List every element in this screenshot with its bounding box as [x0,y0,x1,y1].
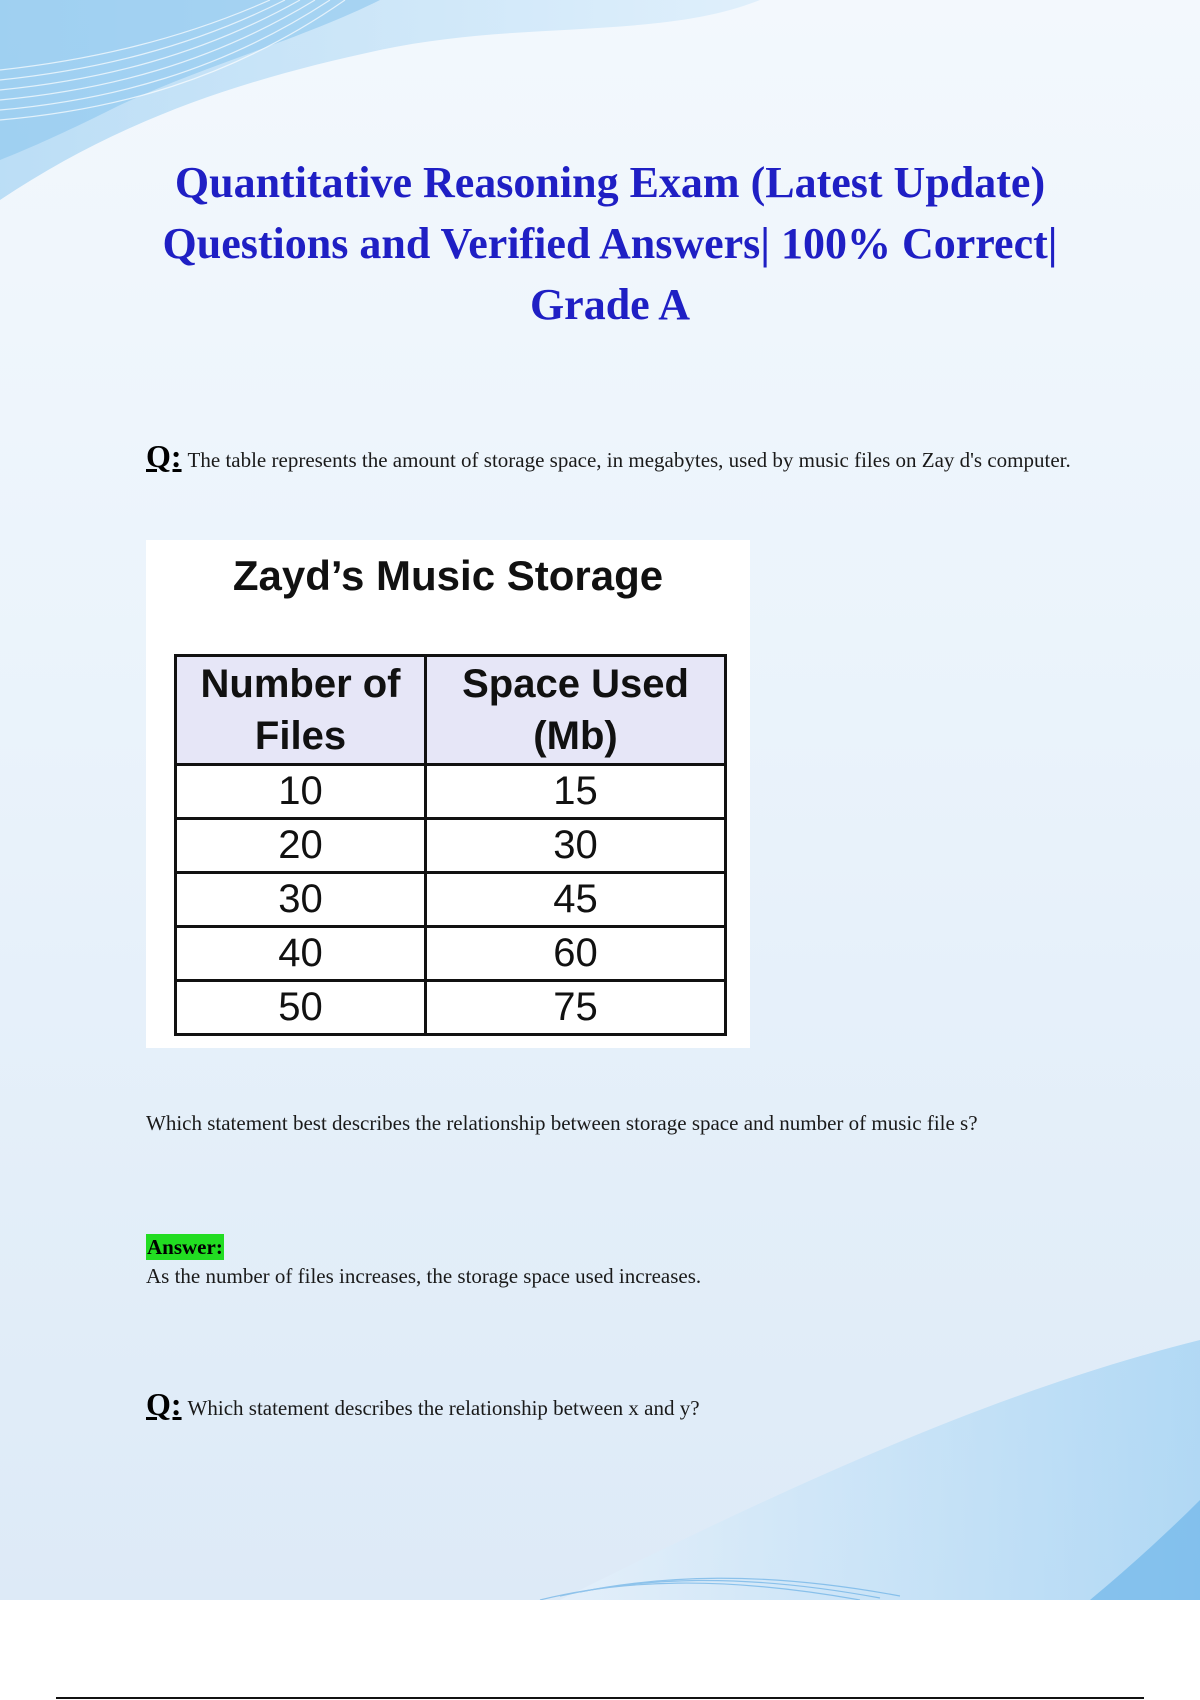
answer-text: As the number of files increases, the storage space used increases. [146,1264,702,1288]
question-1-text: The table represents the amount of storage space, in megabytes, used by music files on Zay d's computer. [187,448,1071,472]
files-cell: 10 [176,765,426,819]
table-row [176,927,726,981]
files-cell: 20 [176,819,426,873]
storage-table-figure [146,540,750,1048]
space-cell: 30 [426,819,726,873]
table-title: Zayd’s Music Storage [232,552,664,599]
answer-label: Answer: [147,1235,223,1259]
footer-divider [56,1697,1144,1699]
storage-table [174,654,727,1036]
question-1 [146,440,1086,477]
table-row [176,981,726,1035]
files-cell: 40 [176,927,426,981]
space-cell: 75 [426,981,726,1035]
question-2-text: Which statement describes the relationship between x and y? [187,1396,700,1420]
files-cell: 30 [176,873,426,927]
space-cell: 15 [426,765,726,819]
question-label: Q: [146,438,182,474]
space-cell: 60 [426,927,726,981]
table-row [176,873,726,927]
header-number-of-files: Number of Files [176,656,426,765]
page-title: Quantitative Reasoning Exam (Latest Update) Questions and Verified Answers| 100% Correct| Grade A [162,158,1058,329]
table-header-row [176,656,726,765]
question-label: Q: [146,1386,182,1422]
question-2 [146,1388,1086,1425]
table-row [176,765,726,819]
header-space-used: Space Used (Mb) [426,656,726,765]
space-cell: 45 [426,873,726,927]
question-1-follow-up: Which statement best describes the relationship between storage space and number of music file s? [146,1111,978,1135]
files-cell: 50 [176,981,426,1035]
table-row [176,819,726,873]
